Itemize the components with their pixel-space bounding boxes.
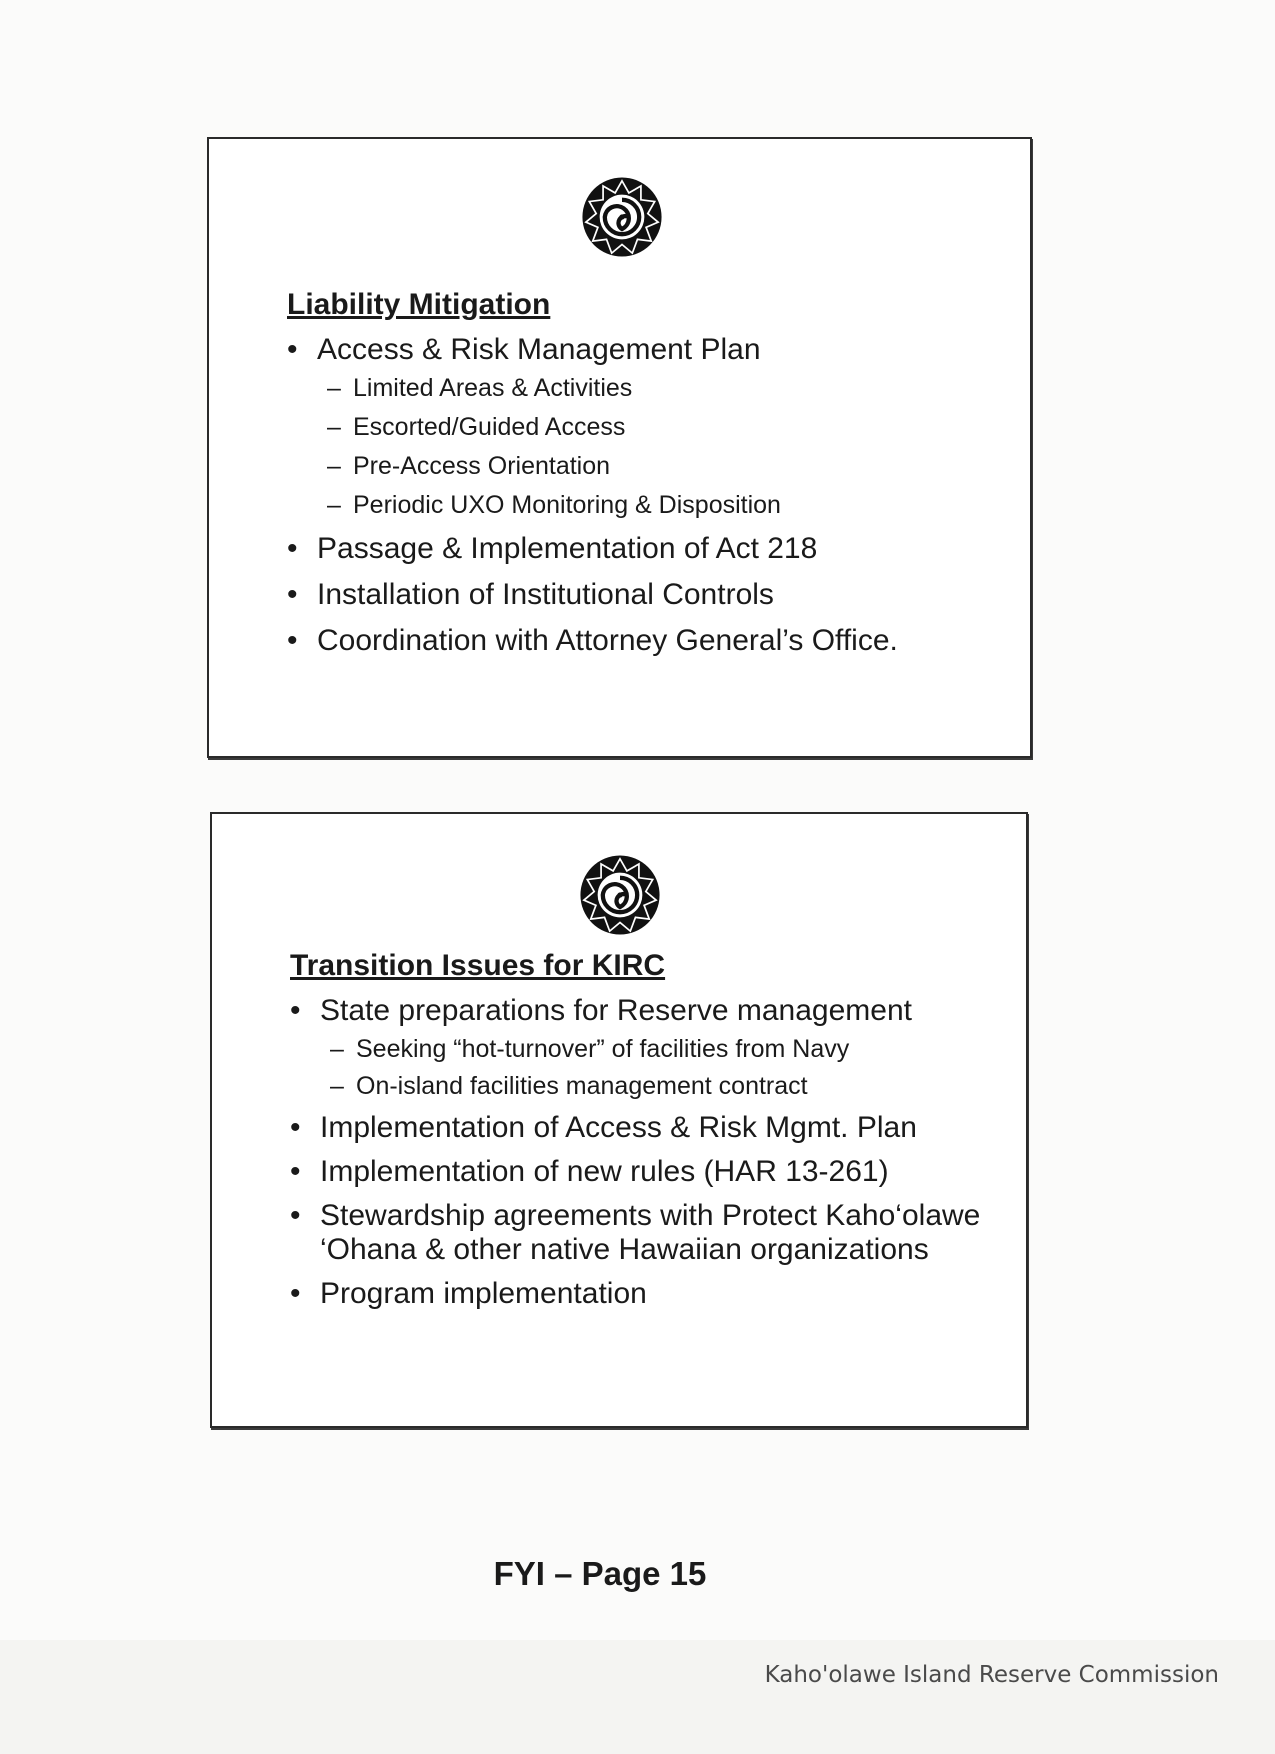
bullet-item — [290, 994, 986, 1101]
sub-bullet-list — [317, 373, 990, 520]
bullet-item: • Program implementation — [290, 1277, 986, 1311]
sub-bullet-item: – Pre-Access Orientation — [317, 451, 990, 481]
slide-liability-mitigation — [207, 137, 1032, 758]
slide-content — [287, 287, 990, 670]
sub-bullet-list — [320, 1034, 986, 1101]
slide-transition-issues — [210, 812, 1028, 1428]
sub-bullet-item: – Periodic UXO Monitoring & Disposition — [317, 490, 990, 520]
bullet-text: State preparations for Reserve management — [320, 994, 912, 1027]
slide-content — [290, 948, 986, 1321]
sub-bullet-item: – On-island facilities management contract — [320, 1071, 986, 1101]
sub-bullet-item: – Escorted/Guided Access — [317, 412, 990, 442]
sub-bullet-item: – Seeking “hot-turnover” of facilities from Navy — [320, 1034, 986, 1064]
bullet-item: • Implementation of Access & Risk Mgmt. Plan — [290, 1111, 986, 1145]
page-number-label: FYI – Page 15 — [493, 1555, 707, 1592]
bullet-text: Access & Risk Management Plan — [317, 333, 761, 366]
source-credit: Kaho'olawe Island Reserve Commission — [764, 1662, 1219, 1688]
bullet-list — [287, 333, 990, 658]
kirc-spiral-logo-icon — [577, 852, 663, 938]
bullet-list — [290, 994, 986, 1311]
bullet-item: • Passage & Implementation of Act 218 — [287, 532, 990, 566]
slide-title: Liability Mitigation — [287, 288, 551, 321]
sub-bullet-item: – Limited Areas & Activities — [317, 373, 990, 403]
kirc-spiral-logo-icon — [579, 174, 665, 260]
bullet-item — [287, 333, 990, 520]
bullet-item: • Coordination with Attorney General’s Office. — [287, 624, 990, 658]
bullet-item: • Installation of Institutional Controls — [287, 578, 990, 612]
bullet-item: • Stewardship agreements with Protect Kaho‘olawe ‘Ohana & other native Hawaiian organizations — [290, 1199, 986, 1267]
slide-title: Transition Issues for KIRC — [290, 949, 666, 982]
bullet-item: • Implementation of new rules (HAR 13-261) — [290, 1155, 986, 1189]
